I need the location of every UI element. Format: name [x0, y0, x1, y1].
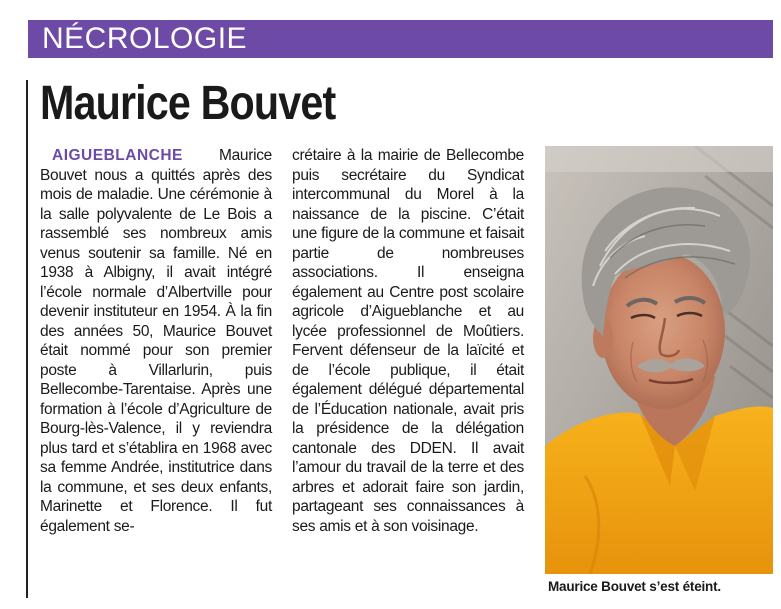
- article-text-1: Maurice Bouvet nous a quittés après des mois de maladie. Une cérémonie à la salle polyvalente de Le Bois a rassemblé ses nombreux amis venus soutenir sa famille. Né en 1938 à Albigny, il avait intégré l’école normale d’Albertville pour devenir instituteur en 1954. À la fin des années 50, Maurice Bouvet était nommé pour son premier poste à Villarlurin, puis Bellecombe-Tarentaise. Après une formation à l’école d’Agriculture de Bourg-lès-Valence, il y reviendra plus tard et s’établira en 1968 avec sa femme Andrée, institutrice dans la commune, et ses deux enfants, Marinette et Florence. Il fut également se-: [40, 147, 272, 535]
- headline: Maurice Bouvet: [40, 77, 336, 130]
- article-column-2: crétaire à la mairie de Bellecombe puis secrétaire du Syndicat intercommunal du Morel à la naissance de la piscine. C’était une figure de la commune et faisait partie de nombreuses associations. Il enseigna également au Centre post scolaire agricole d’Aigueblanche et au lycée professionnel de Moûtiers. Fervent défenseur de la laïcité et de l’école publique, il était également délégué départemental de l’Éducation nationale, avait pris la présidence de la délégation cantonale des DDEN. Il avait l’amour du travail de la terre et des arbres et adorait faire son jardin, partageant ses connaissances à ses amis et à son voisinage.: [292, 147, 524, 535]
- column-rule: [26, 80, 28, 598]
- photo-caption: Maurice Bouvet s’est éteint.: [548, 579, 721, 594]
- article-column-1: [40, 146, 272, 536]
- section-rubric: NÉCROLOGIE: [28, 20, 773, 58]
- dateline: AIGUEBLANCHE: [52, 147, 183, 164]
- portrait-illustration: [545, 146, 773, 574]
- portrait-photo: [545, 146, 773, 574]
